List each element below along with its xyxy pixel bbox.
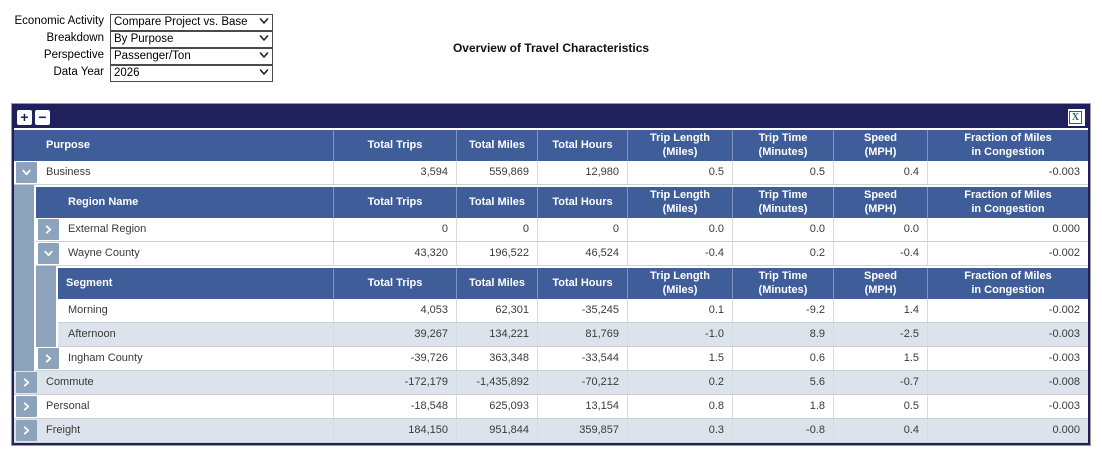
freight-trip-length: 0.3 — [627, 419, 732, 442]
business-total-hours: 12,980 — [537, 161, 627, 184]
ingham-county-total-hours: -33,544 — [537, 347, 627, 370]
chevron-down-icon — [22, 168, 31, 177]
commute-total-trips: -172,179 — [333, 371, 456, 394]
personal-fraction-congestion: -0.003 — [927, 395, 1088, 418]
external-region-fraction-congestion: 0.000 — [927, 218, 1088, 241]
expand-personal-button[interactable] — [16, 396, 37, 417]
data-year-label: Data Year — [53, 65, 104, 78]
column-header-trip-time: Trip Time (Minutes) — [732, 130, 833, 161]
wayne-county-total-trips: 43,320 — [333, 242, 456, 265]
column-header-speed: Speed (MPH) — [833, 268, 927, 299]
row-label-ingham-county: Ingham County — [68, 352, 143, 364]
business-total-miles: 559,869 — [456, 161, 537, 184]
personal-speed: 0.5 — [833, 395, 927, 418]
business-children — [14, 185, 1088, 371]
expand-commute-button[interactable] — [16, 372, 37, 393]
external-region-speed: 0.0 — [833, 218, 927, 241]
expander-cell — [14, 371, 38, 394]
business-trip-length: 0.5 — [627, 161, 732, 184]
row-label-freight: Freight — [46, 424, 81, 436]
ingham-county-trip-length: 1.5 — [627, 347, 732, 370]
ingham-county-fraction-congestion: -0.003 — [927, 347, 1088, 370]
personal-total-hours: 13,154 — [537, 395, 627, 418]
page-title: Overview of Travel Characteristics — [452, 41, 650, 55]
morning-total-miles: 62,301 — [456, 299, 537, 322]
region-header-row — [36, 185, 1088, 218]
freight-speed: 0.4 — [833, 419, 927, 442]
personal-trip-length: 0.8 — [627, 395, 732, 418]
commute-total-miles: -1,435,892 — [456, 371, 537, 394]
column-header-region-name: Region Name — [68, 195, 139, 208]
table-toolbar — [14, 106, 1088, 128]
column-header-purpose: Purpose — [46, 138, 91, 151]
afternoon-speed: -2.5 — [833, 323, 927, 346]
economic-activity-select[interactable] — [110, 14, 273, 31]
afternoon-total-trips: 39,267 — [333, 323, 456, 346]
travel-characteristics-table — [12, 104, 1090, 445]
afternoon-trip-length: -1.0 — [627, 323, 732, 346]
header-expander-spacer — [36, 187, 60, 218]
column-header-total-miles: Total Miles — [456, 187, 537, 218]
morning-total-trips: 4,053 — [333, 299, 456, 322]
control-data-year — [6, 63, 273, 80]
expand-all-button[interactable] — [17, 110, 32, 125]
expander-cell — [36, 242, 60, 265]
table-row-morning — [58, 299, 1088, 323]
table-row-external-region — [36, 218, 1088, 242]
wayne-county-total-miles: 196,522 — [456, 242, 537, 265]
row-label-personal: Personal — [46, 400, 90, 412]
chevron-right-icon — [44, 354, 53, 363]
economic-activity-select-wrap — [110, 12, 273, 29]
wayne-county-trip-length: -0.4 — [627, 242, 732, 265]
personal-trip-time: 1.8 — [732, 395, 833, 418]
collapse-all-button[interactable] — [35, 110, 50, 125]
breakdown-label: Breakdown — [46, 31, 104, 44]
wayne-county-trip-time: 0.2 — [732, 242, 833, 265]
external-region-trip-length: 0.0 — [627, 218, 732, 241]
column-header-total-hours: Total Hours — [537, 268, 627, 299]
segment-subtable — [58, 266, 1088, 347]
control-economic-activity — [6, 12, 273, 29]
column-header-total-miles: Total Miles — [456, 130, 537, 161]
ingham-county-total-miles: 363,348 — [456, 347, 537, 370]
personal-total-trips: -18,548 — [333, 395, 456, 418]
morning-trip-time: -9.2 — [732, 299, 833, 322]
purpose-header-row — [14, 128, 1088, 161]
column-header-total-trips: Total Trips — [333, 187, 456, 218]
chevron-down-icon — [44, 249, 53, 258]
afternoon-total-hours: 81,769 — [537, 323, 627, 346]
morning-trip-length: 0.1 — [627, 299, 732, 322]
external-region-total-miles: 0 — [456, 218, 537, 241]
afternoon-fraction-congestion: -0.003 — [927, 323, 1088, 346]
chevron-right-icon — [22, 378, 31, 387]
collapse-wayne-county-button[interactable] — [38, 243, 59, 264]
indent-gutter — [36, 266, 58, 347]
data-year-select-wrap — [110, 63, 273, 80]
freight-fraction-congestion: 0.000 — [927, 419, 1088, 442]
column-header-speed: Speed (MPH) — [833, 130, 927, 161]
expand-freight-button[interactable] — [16, 420, 37, 441]
expander-cell — [14, 419, 38, 442]
column-header-total-hours: Total Hours — [537, 187, 627, 218]
column-header-segment: Segment — [66, 276, 113, 289]
economic-activity-label: Economic Activity — [14, 14, 104, 27]
column-header-trip-length: Trip Length (Miles) — [627, 130, 732, 161]
morning-total-hours: -35,245 — [537, 299, 627, 322]
ingham-county-trip-time: 0.6 — [732, 347, 833, 370]
business-fraction-congestion: -0.003 — [927, 161, 1088, 184]
expander-cell — [36, 347, 60, 370]
expand-external-region-button[interactable] — [38, 219, 59, 240]
segment-header-row — [58, 266, 1088, 299]
table-row-ingham-county — [36, 347, 1088, 371]
expander-cell — [36, 218, 60, 241]
column-header-total-trips: Total Trips — [333, 268, 456, 299]
external-region-trip-time: 0.0 — [732, 218, 833, 241]
column-header-fraction-congestion: Fraction of Miles in Congestion — [927, 268, 1088, 299]
commute-fraction-congestion: -0.008 — [927, 371, 1088, 394]
indent-gutter — [14, 185, 36, 371]
column-header-trip-time: Trip Time (Minutes) — [732, 268, 833, 299]
row-label-wayne-county: Wayne County — [68, 247, 140, 259]
freight-trip-time: -0.8 — [732, 419, 833, 442]
expander-cell — [14, 395, 38, 418]
data-year-select[interactable] — [110, 65, 273, 82]
excel-icon: X — [1069, 111, 1082, 124]
collapse-business-button[interactable] — [16, 162, 37, 183]
freight-total-miles: 951,844 — [456, 419, 537, 442]
ingham-county-total-trips: -39,726 — [333, 347, 456, 370]
column-header-fraction-congestion: Fraction of Miles in Congestion — [927, 130, 1088, 161]
freight-total-trips: 184,150 — [333, 419, 456, 442]
expander-cell — [14, 161, 38, 184]
morning-speed: 1.4 — [833, 299, 927, 322]
external-region-total-hours: 0 — [537, 218, 627, 241]
external-region-total-trips: 0 — [333, 218, 456, 241]
table-row-afternoon — [58, 323, 1088, 347]
plus-icon: + — [20, 109, 29, 125]
chevron-right-icon — [22, 402, 31, 411]
afternoon-total-miles: 134,221 — [456, 323, 537, 346]
region-subtable — [36, 185, 1088, 371]
perspective-label: Perspective — [43, 48, 104, 61]
column-header-trip-time: Trip Time (Minutes) — [732, 187, 833, 218]
column-header-speed: Speed (MPH) — [833, 187, 927, 218]
freight-total-hours: 359,857 — [537, 419, 627, 442]
morning-fraction-congestion: -0.002 — [927, 299, 1088, 322]
column-header-fraction-congestion: Fraction of Miles in Congestion — [927, 187, 1088, 218]
table-row-freight — [14, 419, 1088, 443]
row-label-afternoon: Afternoon — [68, 328, 116, 340]
header-expander-spacer — [14, 130, 38, 161]
wayne-county-total-hours: 46,524 — [537, 242, 627, 265]
wayne-county-speed: -0.4 — [833, 242, 927, 265]
commute-trip-length: 0.2 — [627, 371, 732, 394]
business-speed: 0.4 — [833, 161, 927, 184]
business-total-trips: 3,594 — [333, 161, 456, 184]
wayne-county-fraction-congestion: -0.002 — [927, 242, 1088, 265]
expand-ingham-county-button[interactable] — [38, 348, 59, 369]
ingham-county-speed: 1.5 — [833, 347, 927, 370]
minus-icon: − — [38, 109, 47, 125]
business-trip-time: 0.5 — [732, 161, 833, 184]
chevron-right-icon — [22, 426, 31, 435]
row-label-morning: Morning — [68, 304, 108, 316]
commute-total-hours: -70,212 — [537, 371, 627, 394]
wayne-county-children — [36, 266, 1088, 347]
commute-speed: -0.7 — [833, 371, 927, 394]
afternoon-trip-time: 8.9 — [732, 323, 833, 346]
row-label-business: Business — [46, 166, 91, 178]
table-row-wayne-county — [36, 242, 1088, 266]
column-header-trip-length: Trip Length (Miles) — [627, 268, 732, 299]
personal-total-miles: 625,093 — [456, 395, 537, 418]
row-label-commute: Commute — [46, 376, 94, 388]
export-excel-button[interactable] — [1068, 109, 1085, 126]
table-row-commute — [14, 371, 1088, 395]
column-header-total-hours: Total Hours — [537, 130, 627, 161]
column-header-trip-length: Trip Length (Miles) — [627, 187, 732, 218]
row-label-external-region: External Region — [68, 223, 147, 235]
table-row-personal — [14, 395, 1088, 419]
chevron-right-icon — [44, 225, 53, 234]
column-header-total-trips: Total Trips — [333, 130, 456, 161]
table-row-business — [14, 161, 1088, 185]
commute-trip-time: 5.6 — [732, 371, 833, 394]
column-header-total-miles: Total Miles — [456, 268, 537, 299]
